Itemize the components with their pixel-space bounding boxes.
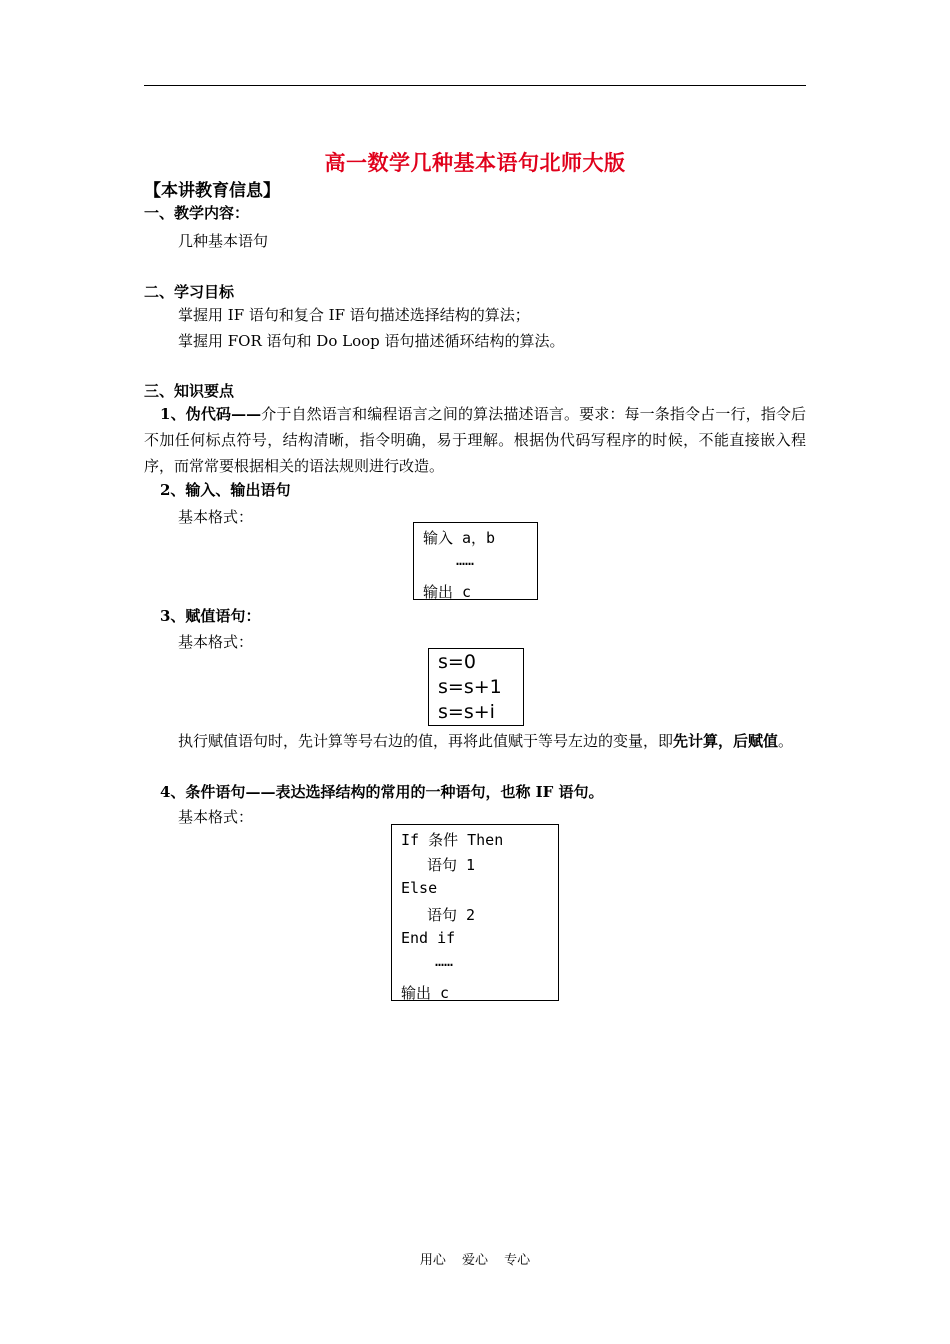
section2-line-2: 掌握用 FOR 语句和 Do Loop 语句描述循环结构的算法。 xyxy=(178,332,565,350)
assign-code-box xyxy=(428,648,524,726)
item3-label: 3、赋值语句： xyxy=(160,607,261,625)
if-code-line-3: Else xyxy=(401,879,438,897)
item4-label: 4、条件语句——表达选择结构的常用的一种语句，也称 IF 语句。 xyxy=(160,783,604,801)
if-code-line-4: 语句 2 xyxy=(427,906,476,924)
item1-label: 1、伪代码—— xyxy=(160,405,262,423)
section2-line-1: 掌握用 IF 语句和复合 IF 语句描述选择结构的算法； xyxy=(178,306,530,324)
section1-heading: 一、教学内容： xyxy=(144,204,250,222)
if-code-line-1: If 条件 Then xyxy=(401,831,504,849)
item3-text-end: 。 xyxy=(778,732,794,750)
page-footer: 用心 爱心 专心 xyxy=(419,1253,531,1268)
io-code-line-2: …… xyxy=(456,551,475,569)
item3-text: 执行赋值语句时，先计算等号右边的值，再将此值赋于等号左边的变量，即 xyxy=(178,732,674,750)
if-code-line-6: …… xyxy=(435,952,454,970)
item3-paragraph xyxy=(144,728,806,754)
io-code-line-1: 输入 a，b xyxy=(423,529,496,547)
item3-text-bold: 先计算，后赋值 xyxy=(673,732,779,750)
item3-format: 基本格式： xyxy=(178,633,254,651)
section3-heading: 三、知识要点 xyxy=(144,382,235,400)
item2-label: 2、输入、输出语句 xyxy=(160,481,291,499)
io-code-box xyxy=(413,522,538,600)
item1-text: 介于自然语言和编程语言之间的算法描述语言。要求：每一条指令占一行，指令后不加任何标点符号，结构清晰，指令明确，易于理解。根据伪代码写程序的时候，不能直接嵌入程序，而常常要根据相关的语法规则进行改造。 xyxy=(144,405,806,475)
header-rule xyxy=(144,85,806,86)
info-header: 【本讲教育信息】 xyxy=(144,181,280,201)
if-code-line-5: End if xyxy=(401,929,456,947)
item1-paragraph xyxy=(144,401,806,479)
assign-code-line-2: s=s+1 xyxy=(438,676,502,698)
assign-code-line-1: s=0 xyxy=(438,651,476,673)
item2-format: 基本格式： xyxy=(178,508,254,526)
if-code-line-2: 语句 1 xyxy=(427,856,476,874)
section2-heading: 二、学习目标 xyxy=(144,283,235,301)
if-code-box xyxy=(391,824,559,1001)
assign-code-line-3: s=s+i xyxy=(438,701,495,723)
item4-format: 基本格式： xyxy=(178,808,254,826)
if-code-line-7: 输出 c xyxy=(401,984,450,1002)
document-title: 高一数学几种基本语句北师大版 xyxy=(324,150,626,175)
io-code-line-3: 输出 c xyxy=(423,583,472,601)
section1-body: 几种基本语句 xyxy=(178,232,269,250)
